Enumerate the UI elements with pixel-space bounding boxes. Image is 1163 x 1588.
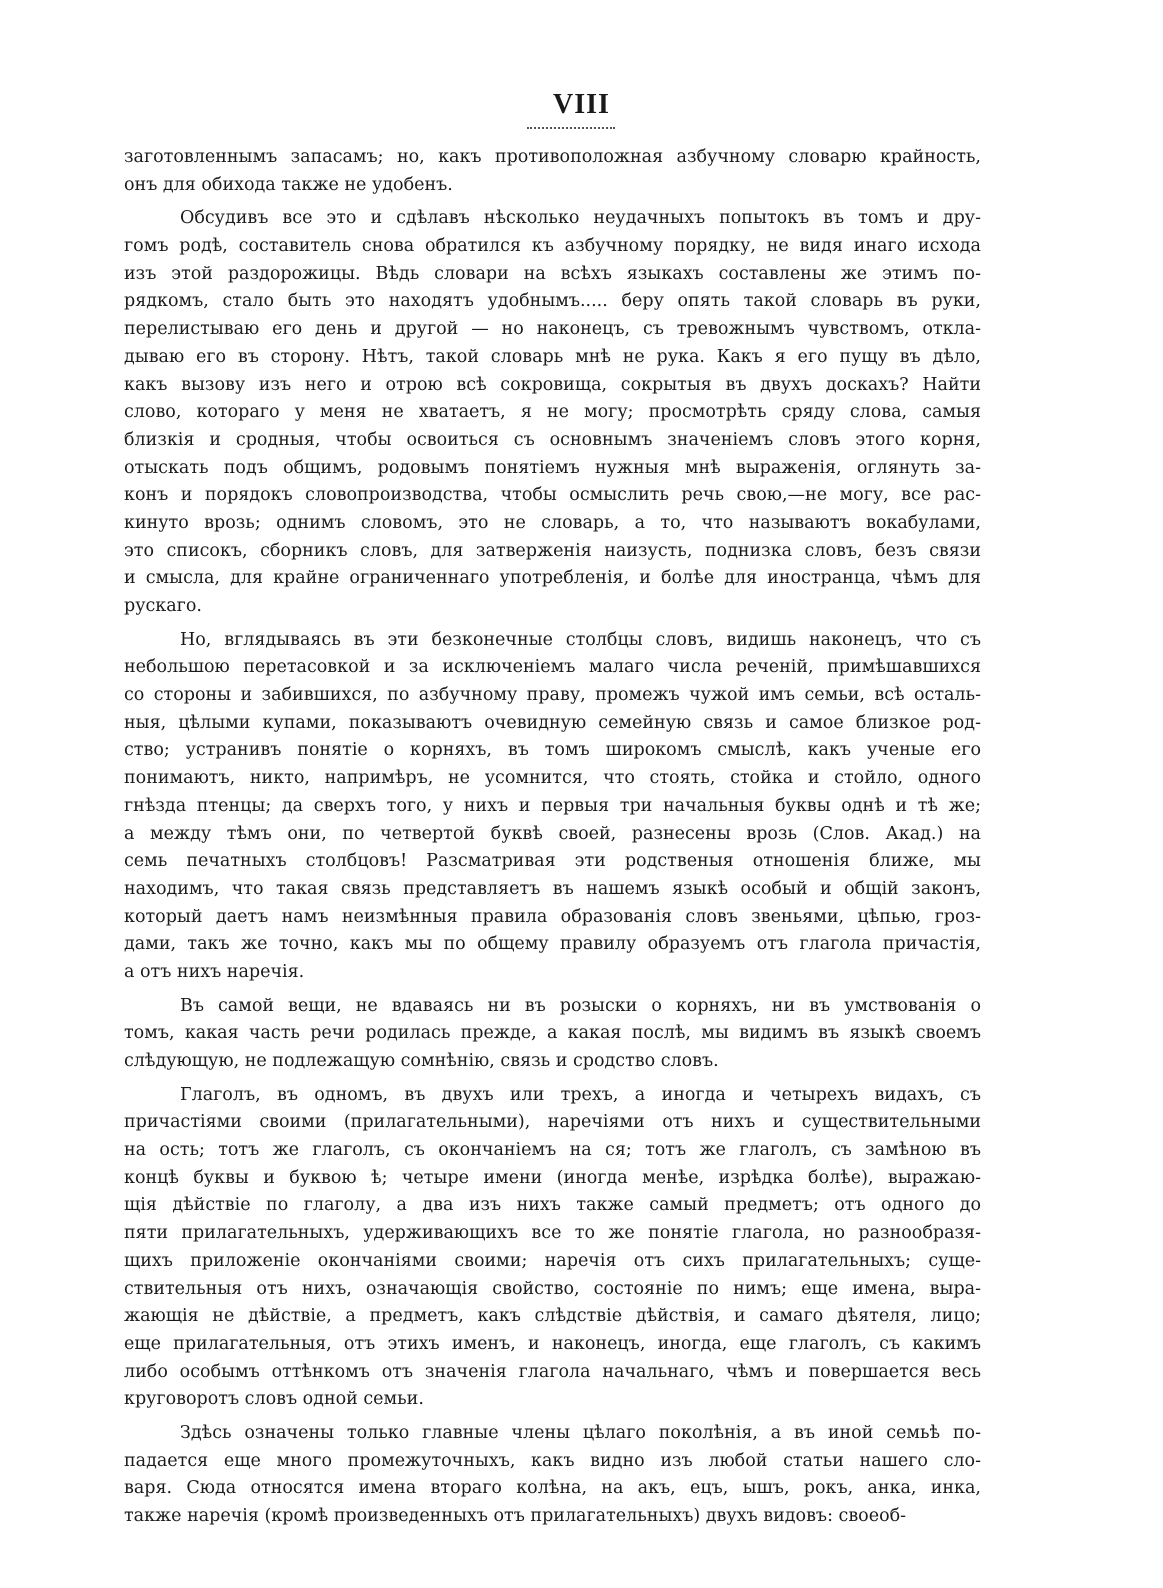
text-line: ство; устранивъ понятіе о корняхъ, въ томъ широкомъ смыслѣ, какъ ученые его (124, 740, 981, 761)
text-line: на ость; тотъ же глаголъ, съ окончаніемъ на ся; тотъ же глаголъ, съ замѣною въ (124, 1140, 981, 1161)
text-line: падается еще много промежуточныхъ, какъ видно изъ любой статьи нашего сло- (124, 1450, 981, 1471)
text-line: Обсудивъ все это и сдѣлавъ нѣсколько неудачныхъ попытокъ въ томъ и дру- (180, 208, 981, 229)
body-text (124, 144, 981, 1531)
text-line: ныя, цѣлыми купами, показываютъ очевидную семейную связь и самое близкое род- (124, 712, 981, 733)
text-line: это списокъ, сборникъ словъ, для затверженія наизусть, поднизка словъ, безъ связи (124, 540, 981, 561)
page-number: VIII (553, 89, 610, 120)
text-line: варя. Сюда относятся имена втораго колѣна, на акъ, ецъ, ышъ, рокъ, анка, инка, (124, 1478, 981, 1499)
paragraph (124, 627, 981, 987)
text-line: рускаго. (124, 596, 202, 616)
text-line: гнѣзда птенцы; да сверхъ того, у нихъ и первыя три начальныя буквы однѣ и тѣ же; (124, 795, 981, 816)
text-line: со стороны и забившихся, по азбучному праву, промежъ чужой имъ семьи, всѣ осталь- (124, 685, 981, 706)
text-line: жающія не дѣйствіе, а предметъ, какъ слѣдствіе дѣйствія, и самаго дѣятеля, лицо; (124, 1306, 981, 1327)
text-line: изъ этой раздорожицы. Вѣдь словари на всѣхъ языкахъ составлены же этимъ по- (124, 263, 981, 284)
text-line: онъ для обихода также не удобенъ. (124, 174, 453, 195)
text-line: томъ, какая часть речи родилась прежде, а какая послѣ, мы видимъ въ языкѣ своемъ (124, 1023, 981, 1044)
text-line: рядкомъ, стало быть это находятъ удобнымъ..... беру опять такой словарь въ руки, (124, 291, 981, 312)
text-line: Глаголъ, въ одномъ, въ двухъ или трехъ, а иногда и четырехъ видахъ, съ (180, 1084, 981, 1105)
paragraph (124, 1420, 981, 1531)
text-line: либо особымъ оттѣнкомъ отъ значенія глагола начальнаго, чѣмъ и повершается весь (124, 1361, 981, 1382)
paragraph (124, 144, 981, 199)
text-line: щихъ приложеніе окончаніями своими; наречія отъ сихъ прилагательныхъ; суще- (124, 1250, 981, 1271)
text-line: близкія и сродныя, чтобы освоиться съ основнымъ значеніемъ словъ этого корня, (124, 429, 981, 450)
text-line: причастіями своими (прилагательными), наречіями отъ нихъ и существительными (124, 1112, 981, 1133)
text-line: дами, такъ же точно, какъ мы по общему правилу образуемъ отъ глагола причастія, (124, 934, 981, 955)
text-line: а между тѣмъ они, по четвертой буквѣ своей, разнесены врозь (Слов. Акад.) на (124, 823, 981, 844)
text-line: Но, вглядываясь въ эти безконечные столбцы словъ, видишь наконецъ, что съ (180, 629, 981, 650)
text-line: находимъ, что такая связь представляетъ въ нашемъ языкѣ особый и общій законъ, (124, 878, 981, 899)
text-line: дываю его въ сторону. Нѣтъ, такой словарь мнѣ не рука. Какъ я его пущу въ дѣло, (124, 346, 981, 367)
text-line: Въ самой вещи, не вдаваясь ни въ розыски о корняхъ, ни въ умствованія о (180, 995, 981, 1016)
text-line: небольшою перетасовкой и за исключеніемъ малаго числа реченій, примѣшавшихся (124, 657, 981, 678)
text-line: какъ вызову изъ него и отрою всѣ сокровища, сокрытыя въ двухъ доскахъ? Найти (124, 374, 981, 395)
text-line: кинуто врозь; однимъ словомъ, это не словарь, а то, что называютъ вокабулами, (124, 512, 981, 533)
text-line: круговоротъ словъ одной семьи. (124, 1389, 424, 1410)
text-line: конъ и порядокъ словопроизводства, чтобы осмыслить речь свою,—не могу, все рас- (124, 485, 981, 506)
text-line: щія дѣйствіе по глаголу, а два изъ нихъ также самый предметъ; отъ одного до (124, 1195, 981, 1216)
paragraph (124, 993, 981, 1076)
text-line: перелистываю его день и другой — но наконецъ, съ тревожнымъ чувствомъ, откла- (124, 319, 981, 340)
text-line: семь печатныхъ столбцовъ! Разсматривая эти родственыя отношенія ближе, мы (124, 851, 981, 872)
text-line: гомъ родѣ, составитель снова обратился къ азбучному порядку, не видя инаго исхода (124, 236, 981, 257)
text-line: слѣдующую, не подлежащую сомнѣнію, связь и сродство словъ. (124, 1051, 719, 1071)
text-line: понимаютъ, никто, напримѣръ, не усомнится, что стоять, стойка и стойло, одного (124, 768, 981, 789)
text-line: и смысла, для крайне ограниченнаго употребленія, и болѣе для иностранца, чѣмъ для (124, 568, 981, 589)
text-line: еще прилагательныя, отъ этихъ именъ, и наконецъ, иногда, еще глаголъ, съ какимъ (124, 1333, 981, 1354)
text-line: отыскать подъ общимъ, родовымъ понятіемъ нужныя мнѣ выраженія, оглянуть за- (124, 457, 981, 478)
text-line: пяти прилагательныхъ, удерживающихъ все то же понятіе глагола, но разнообразя- (124, 1223, 981, 1244)
page-number-ornament (527, 121, 615, 129)
text-line: заготовленнымъ запасамъ; но, какъ противоположная азбучному словарю крайность, (124, 147, 981, 167)
paragraph (124, 1082, 981, 1414)
text-line: а отъ нихъ наречія. (124, 961, 305, 982)
text-line: который даетъ намъ неизмѣнныя правила образованія словъ звеньями, цѣпью, гроз- (124, 906, 981, 927)
text-line: слово, котораго у меня не хватаетъ, я не могу; просмотрѣть сряду слова, самыя (124, 402, 981, 423)
text-line: ствительныя отъ нихъ, означающія свойство, состояніе по нимъ; еще имена, выра- (124, 1278, 981, 1299)
text-line: также наречія (кромѣ произведенныхъ отъ прилагательныхъ) двухъ видовъ: своеоб- (124, 1506, 907, 1526)
paragraph (124, 205, 981, 620)
text-line: концѣ буквы и буквою ѣ; четыре имени (иногда менѣе, изрѣдка болѣе), выражаю- (124, 1167, 981, 1188)
text-line: Здѣсь означены только главные члены цѣлаго поколѣнія, а въ иной семьѣ по- (180, 1422, 981, 1443)
